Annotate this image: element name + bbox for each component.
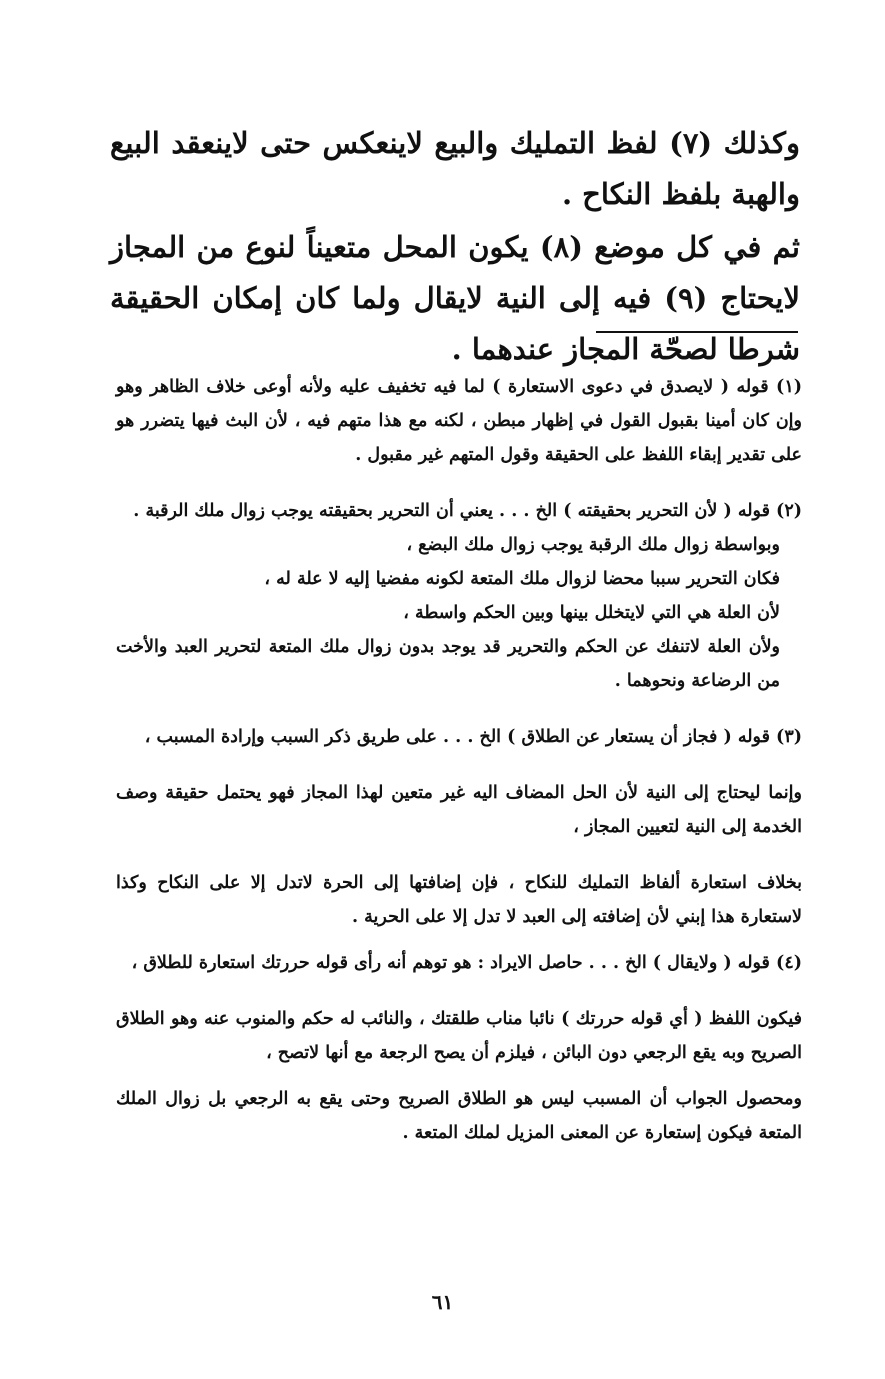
footnote-2: (٢) قوله ( لأن التحرير بحقيقته ) الخ . . . يعني أن التحرير بحقيقته يوجب زوال ملك الرقبة . bbox=[133, 501, 802, 521]
footnote-4-paragraph: ومحصول الجواب أن المسبب ليس هو الطلاق الصريح وحتى يقع به الرجعي بل زوال الملك المتعة فيكون إستعارة عن المعنى المزيل لملك المتعة . bbox=[116, 1089, 802, 1143]
footnote-1: (١) قوله ( لايصدق في دعوى الاستعارة ) لما فيه تخفيف عليه ولأنه أوعى خلاف الظاهر وهو وإن كان أمينا بقبول القول في إظهار مبطن ، لكنه مع هذا متهم فيه ، لأن البث فيها يتضرر هو على تقدير إبقاء اللفظ على الحقيقة وقول المتهم غير مقبول . bbox=[116, 377, 802, 465]
footnotes-block bbox=[116, 370, 802, 1150]
footnote-3: (٣) قوله ( فجاز أن يستعار عن الطلاق ) الخ . . . على طريق ذكر السبب وإرادة المسبب ، bbox=[144, 727, 802, 747]
footnote-4-paragraph: فيكون اللفظ ( أي قوله حررتك ) نائبا مناب طلقتك ، والنائب له حكم والمنوب عنه وهو الطلاق الصريح وبه يقع الرجعي دون البائن ، فيلزم أن يصح الرجعة مع أنها لاتصح ، bbox=[116, 1009, 802, 1063]
footnote-4: (٤) قوله ( ولايقال ) الخ . . . حاصل الايراد : هو توهم أنه رأى قوله حررتك استعارة للطلاق ، bbox=[131, 953, 802, 973]
footnote-divider bbox=[596, 331, 798, 333]
footnote-2-line: فكان التحرير سببا محضا لزوال ملك المتعة لكونه مفضيا إليه لا علة له ، bbox=[264, 569, 780, 589]
footnote-2-line: ولأن العلة لاتنفك عن الحكم والتحرير قد يوجد بدون زوال ملك المتعة لتحرير العبد والأخت من الرضاعة ونحوهما . bbox=[116, 637, 780, 691]
footnote-3-paragraph: بخلاف استعارة ألفاظ التمليك للنكاح ، فإن إضافتها إلى الحرة لاتدل إلا على النكاح وكذا لاستعارة هذا إبني لأن إضافته إلى العبد لا تدل إلا على الحرية . bbox=[116, 873, 802, 927]
main-paragraph: وكذلك (٧) لفظ التمليك والبيع لاينعكس حتى لاينعقد البيع والهبة بلفظ النكاح . bbox=[110, 126, 800, 211]
page-number: ٦١ bbox=[431, 1290, 454, 1314]
main-paragraph: ثم في كل موضع (٨) يكون المحل متعيناً لنوع من المجاز لايحتاج (٩) فيه إلى النية لايقال ولما كان إمكان الحقيقة شرطا لصحّة المجاز عندهما . bbox=[110, 230, 800, 366]
footnote-2-line: وبواسطة زوال ملك الرقبة يوجب زوال ملك البضع ، bbox=[406, 535, 780, 555]
footnote-3-paragraph: وإنما ليحتاج إلى النية لأن الحل المضاف اليه غير متعين لهذا المجاز فهو يحتمل حقيقة وصف الخدمة إلى النية لتعيين المجاز ، bbox=[116, 783, 802, 837]
main-text-block bbox=[110, 118, 800, 375]
footnote-2-line: لأن العلة هي التي لايتخلل بينها وبين الحكم واسطة ، bbox=[403, 603, 780, 623]
